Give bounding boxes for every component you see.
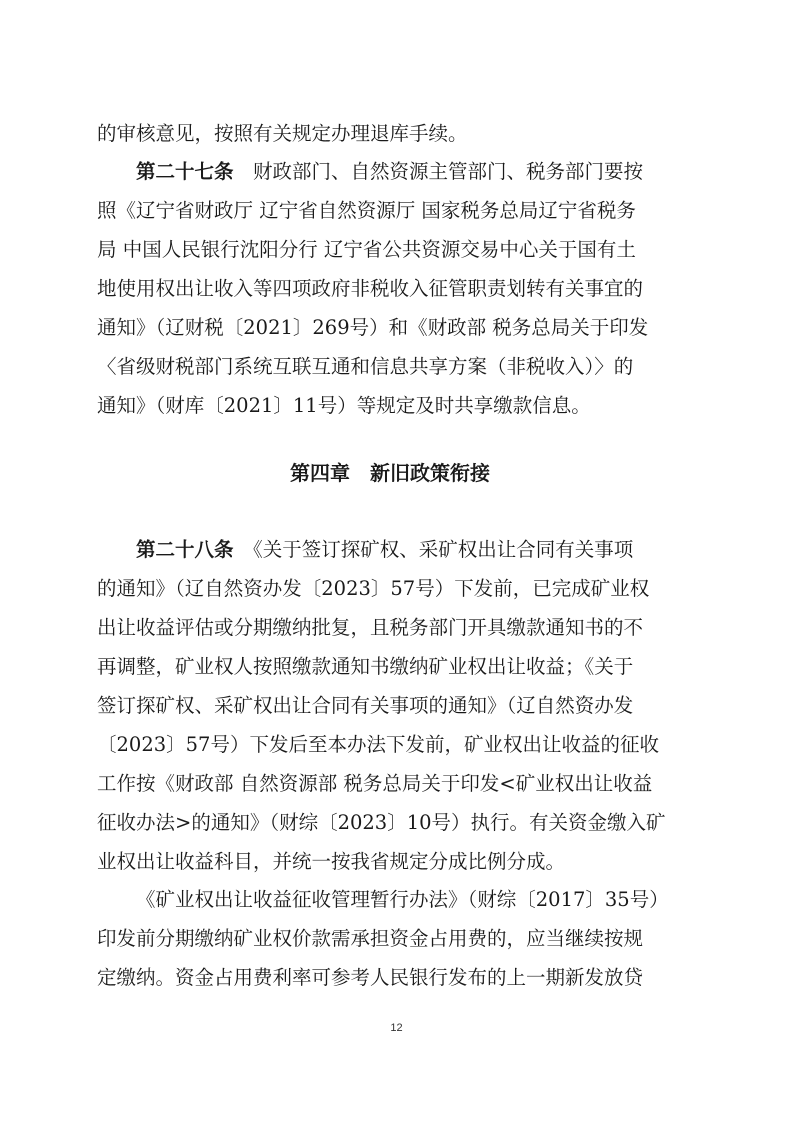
text-line: 印发前分期缴纳矿业权价款需承担资金占用费的，应当继续按规 — [97, 927, 644, 950]
article-text: 《关于签订探矿权、采矿权出让合同有关事项 — [233, 538, 634, 561]
text-line: 通知》（财库〔2021〕11号）等规定及时共享缴款信息。 — [97, 394, 591, 417]
text-line: 的审核意见，按照有关规定办理退库手续。 — [97, 122, 468, 145]
article-line — [136, 540, 633, 560]
article-label: 第二十八条 — [136, 538, 234, 561]
text-line: 工作按《财政部 自然资源部 税务总局关于印发<矿业权出让收益 — [97, 772, 653, 795]
article-label: 第二十七条 — [136, 160, 234, 183]
text-line: 〈省级财税部门系统互联互通和信息共享方案（非税收入）〉的 — [97, 355, 634, 378]
text-line: 征收办法>的通知》（财综〔2023〕10号）执行。有关资金缴入矿 — [97, 811, 666, 834]
text-line: 照《辽宁省财政厅 辽宁省自然资源厅 国家税务总局辽宁省税务 — [97, 199, 636, 222]
article-line — [136, 162, 643, 182]
text-line: 局 中国人民银行沈阳分行 辽宁省公共资源交易中心关于国有土 — [97, 238, 636, 261]
text-line: 再调整，矿业权人按照缴款通知书缴纳矿业权出让收益；《关于 — [97, 655, 634, 678]
page-number: 12 — [390, 1022, 403, 1034]
text-line: 业权出让收益科目，并统一按我省规定分成比例分成。 — [97, 850, 566, 873]
text-line: 《矿业权出让收益征收管理暂行办法》（财综〔2017〕35号） — [136, 888, 669, 911]
text-line: 地使用权出让收入等四项政府非税收入征管职责划转有关事宜的 — [97, 277, 644, 300]
text-line: 〔2023〕57号）下发后至本办法下发前，矿业权出让收益的征收 — [97, 733, 659, 756]
text-line: 定缴纳。资金占用费利率可参考人民银行发布的上一期新发放贷 — [97, 966, 644, 989]
text-line: 通知》（辽财税〔2021〕269号）和《财政部 税务总局关于印发 — [97, 316, 649, 339]
text-line: 的通知》（辽自然资办发〔2023〕57号）下发前，已完成矿业权 — [97, 577, 650, 600]
chapter-heading: 第四章 新旧政策衔接 — [290, 461, 490, 485]
text-line: 出让收益评估或分期缴纳批复，且税务部门开具缴款通知书的不 — [97, 616, 644, 639]
article-text: 财政部门、自然资源主管部门、税务部门要按 — [233, 160, 644, 183]
text-line: 签订探矿权、采矿权出让合同有关事项的通知》（辽自然资办发 — [97, 694, 634, 717]
